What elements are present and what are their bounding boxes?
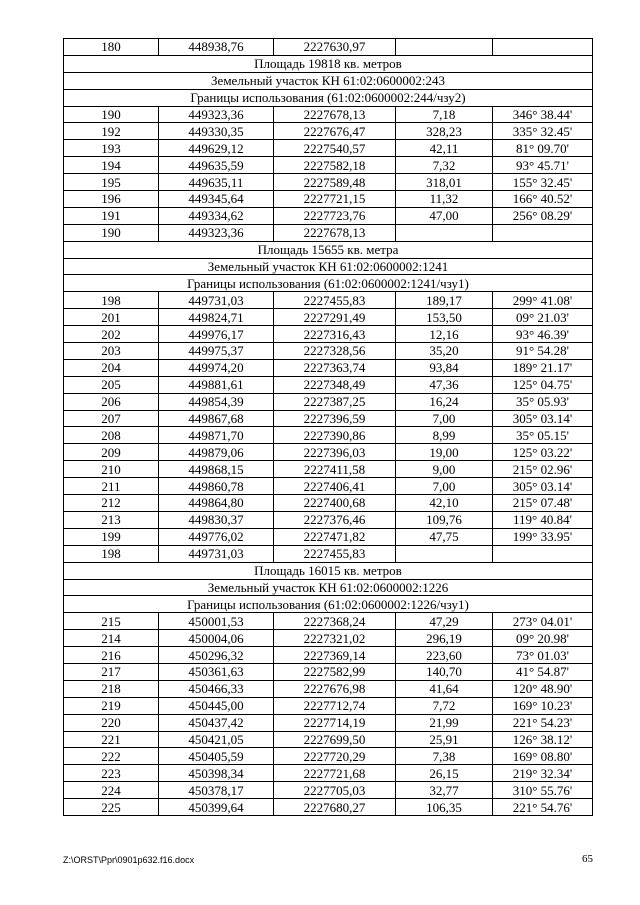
- distance-cell: 93,84: [396, 359, 493, 376]
- distance-cell: 153,50: [396, 309, 493, 326]
- point-number-cell: 205: [64, 376, 159, 393]
- section-row: [64, 596, 593, 613]
- point-number-cell: 195: [64, 174, 159, 191]
- table-row: [64, 224, 593, 241]
- y-coordinate-cell: 2227376,46: [274, 511, 396, 528]
- table-row: [64, 697, 593, 714]
- bearing-cell: 305° 03.14': [493, 478, 593, 495]
- x-coordinate-cell: 450398,34: [159, 765, 274, 782]
- x-coordinate-cell: 449830,37: [159, 511, 274, 528]
- distance-cell: 7,72: [396, 697, 493, 714]
- point-number-cell: 213: [64, 511, 159, 528]
- y-coordinate-cell: 2227676,98: [274, 680, 396, 697]
- table-row: [64, 157, 593, 174]
- distance-cell: 11,32: [396, 191, 493, 208]
- table-row: [64, 106, 593, 123]
- y-coordinate-cell: 2227316,43: [274, 326, 396, 343]
- x-coordinate-cell: 449731,03: [159, 292, 274, 309]
- x-coordinate-cell: 449635,59: [159, 157, 274, 174]
- bearing-cell: 41° 54.87': [493, 663, 593, 680]
- table-row: [64, 731, 593, 748]
- bearing-cell: 221° 54.23': [493, 714, 593, 731]
- x-coordinate-cell: 450378,17: [159, 782, 274, 799]
- y-coordinate-cell: 2227363,74: [274, 359, 396, 376]
- bearing-cell: [493, 545, 593, 562]
- x-coordinate-cell: 449345,64: [159, 191, 274, 208]
- table-row: [64, 359, 593, 376]
- distance-cell: 42,11: [396, 140, 493, 157]
- distance-cell: 7,32: [396, 157, 493, 174]
- y-coordinate-cell: 2227582,18: [274, 157, 396, 174]
- x-coordinate-cell: 449868,15: [159, 461, 274, 478]
- distance-cell: 25,91: [396, 731, 493, 748]
- bearing-cell: 119° 40.84': [493, 511, 593, 528]
- table-row: [64, 309, 593, 326]
- point-number-cell: 196: [64, 191, 159, 208]
- distance-cell: 7,38: [396, 748, 493, 765]
- bearing-cell: 219° 32.34': [493, 765, 593, 782]
- distance-cell: 47,36: [396, 376, 493, 393]
- y-coordinate-cell: 2227678,13: [274, 106, 396, 123]
- point-number-cell: 217: [64, 663, 159, 680]
- x-coordinate-cell: 449864,80: [159, 495, 274, 512]
- y-coordinate-cell: 2227723,76: [274, 207, 396, 224]
- distance-cell: 47,00: [396, 207, 493, 224]
- table-row: [64, 444, 593, 461]
- table-row: [64, 511, 593, 528]
- y-coordinate-cell: 2227678,13: [274, 224, 396, 241]
- x-coordinate-cell: 450421,05: [159, 731, 274, 748]
- table-row: [64, 393, 593, 410]
- y-coordinate-cell: 2227680,27: [274, 799, 396, 816]
- x-coordinate-cell: 449635,11: [159, 174, 274, 191]
- distance-cell: [396, 224, 493, 241]
- file-path: Z:\ORST\Ppr\0901p632.f16.docx: [63, 855, 195, 865]
- y-coordinate-cell: 2227676,47: [274, 123, 396, 140]
- section-row: [64, 55, 593, 72]
- point-number-cell: 225: [64, 799, 159, 816]
- y-coordinate-cell: 2227705,03: [274, 782, 396, 799]
- x-coordinate-cell: 450361,63: [159, 663, 274, 680]
- section-heading: Границы использования (61:02:0600002:1241/чзу1): [64, 275, 593, 292]
- table-row: [64, 174, 593, 191]
- point-number-cell: 211: [64, 478, 159, 495]
- table-row: [64, 663, 593, 680]
- bearing-cell: 273° 04.01': [493, 613, 593, 630]
- bearing-cell: 35° 05.93': [493, 393, 593, 410]
- section-heading: Площадь 15655 кв. метра: [64, 241, 593, 258]
- coordinates-table: [63, 38, 593, 816]
- bearing-cell: 81° 09.70': [493, 140, 593, 157]
- bearing-cell: 125° 03.22': [493, 444, 593, 461]
- bearing-cell: [493, 39, 593, 56]
- distance-cell: 16,24: [396, 393, 493, 410]
- x-coordinate-cell: 449824,71: [159, 309, 274, 326]
- point-number-cell: 180: [64, 39, 159, 56]
- point-number-cell: 191: [64, 207, 159, 224]
- distance-cell: 109,76: [396, 511, 493, 528]
- distance-cell: 26,15: [396, 765, 493, 782]
- point-number-cell: 190: [64, 224, 159, 241]
- x-coordinate-cell: 449323,36: [159, 224, 274, 241]
- y-coordinate-cell: 2227396,59: [274, 410, 396, 427]
- x-coordinate-cell: 450296,32: [159, 647, 274, 664]
- bearing-cell: 93° 45.71': [493, 157, 593, 174]
- distance-cell: 32,77: [396, 782, 493, 799]
- y-coordinate-cell: 2227328,56: [274, 343, 396, 360]
- point-number-cell: 216: [64, 647, 159, 664]
- bearing-cell: 166° 40.52': [493, 191, 593, 208]
- x-coordinate-cell: 449334,62: [159, 207, 274, 224]
- table-row: [64, 376, 593, 393]
- distance-cell: 296,19: [396, 630, 493, 647]
- bearing-cell: 256° 08.29': [493, 207, 593, 224]
- y-coordinate-cell: 2227348,49: [274, 376, 396, 393]
- x-coordinate-cell: 450466,33: [159, 680, 274, 697]
- bearing-cell: 125° 04.75': [493, 376, 593, 393]
- x-coordinate-cell: 449323,36: [159, 106, 274, 123]
- point-number-cell: 199: [64, 528, 159, 545]
- point-number-cell: 220: [64, 714, 159, 731]
- x-coordinate-cell: 449330,35: [159, 123, 274, 140]
- bearing-cell: 126° 38.12': [493, 731, 593, 748]
- table-row: [64, 123, 593, 140]
- y-coordinate-cell: 2227720,29: [274, 748, 396, 765]
- bearing-cell: [493, 224, 593, 241]
- distance-cell: 223,60: [396, 647, 493, 664]
- bearing-cell: 35° 05.15': [493, 427, 593, 444]
- bearing-cell: 199° 33.95': [493, 528, 593, 545]
- table-row: [64, 765, 593, 782]
- point-number-cell: 206: [64, 393, 159, 410]
- section-row: [64, 579, 593, 596]
- x-coordinate-cell: 450405,59: [159, 748, 274, 765]
- x-coordinate-cell: 449974,20: [159, 359, 274, 376]
- table-row: [64, 343, 593, 360]
- y-coordinate-cell: 2227321,02: [274, 630, 396, 647]
- section-row: [64, 89, 593, 106]
- y-coordinate-cell: 2227455,83: [274, 292, 396, 309]
- section-heading: Земельный участок КН 61:02:0600002:1226: [64, 579, 593, 596]
- x-coordinate-cell: 449871,70: [159, 427, 274, 444]
- table-row: [64, 292, 593, 309]
- point-number-cell: 201: [64, 309, 159, 326]
- table-row: [64, 478, 593, 495]
- bearing-cell: 215° 02.96': [493, 461, 593, 478]
- y-coordinate-cell: 2227369,14: [274, 647, 396, 664]
- bearing-cell: 215° 07.48': [493, 495, 593, 512]
- table-row: [64, 427, 593, 444]
- distance-cell: 8,99: [396, 427, 493, 444]
- table-row: [64, 613, 593, 630]
- distance-cell: 106,35: [396, 799, 493, 816]
- y-coordinate-cell: 2227411,58: [274, 461, 396, 478]
- section-heading: Площадь 16015 кв. метров: [64, 562, 593, 579]
- y-coordinate-cell: 2227582,99: [274, 663, 396, 680]
- table-row: [64, 140, 593, 157]
- bearing-cell: 120° 48.90': [493, 680, 593, 697]
- table-row: [64, 782, 593, 799]
- page-number: 65: [582, 853, 593, 865]
- x-coordinate-cell: 449881,61: [159, 376, 274, 393]
- x-coordinate-cell: 450445,00: [159, 697, 274, 714]
- section-heading: Границы использования (61:02:0600002:1226/чзу1): [64, 596, 593, 613]
- distance-cell: 42,10: [396, 495, 493, 512]
- section-row: [64, 562, 593, 579]
- bearing-cell: 93° 46.39': [493, 326, 593, 343]
- y-coordinate-cell: 2227387,25: [274, 393, 396, 410]
- distance-cell: 7,00: [396, 410, 493, 427]
- distance-cell: 35,20: [396, 343, 493, 360]
- point-number-cell: 203: [64, 343, 159, 360]
- bearing-cell: 155° 32.45': [493, 174, 593, 191]
- coordinates-table-body: [64, 39, 593, 816]
- x-coordinate-cell: 449867,68: [159, 410, 274, 427]
- bearing-cell: 310° 55.76': [493, 782, 593, 799]
- point-number-cell: 215: [64, 613, 159, 630]
- table-row: [64, 528, 593, 545]
- y-coordinate-cell: 2227721,15: [274, 191, 396, 208]
- y-coordinate-cell: 2227540,57: [274, 140, 396, 157]
- distance-cell: 19,00: [396, 444, 493, 461]
- bearing-cell: 91° 54.28': [493, 343, 593, 360]
- point-number-cell: 209: [64, 444, 159, 461]
- section-heading: Земельный участок КН 61:02:0600002:1241: [64, 258, 593, 275]
- table-row: [64, 39, 593, 56]
- distance-cell: [396, 545, 493, 562]
- distance-cell: 21,99: [396, 714, 493, 731]
- distance-cell: 7,18: [396, 106, 493, 123]
- point-number-cell: 222: [64, 748, 159, 765]
- y-coordinate-cell: 2227368,24: [274, 613, 396, 630]
- y-coordinate-cell: 2227455,83: [274, 545, 396, 562]
- distance-cell: 318,01: [396, 174, 493, 191]
- point-number-cell: 223: [64, 765, 159, 782]
- y-coordinate-cell: 2227699,50: [274, 731, 396, 748]
- x-coordinate-cell: 450001,53: [159, 613, 274, 630]
- table-row: [64, 714, 593, 731]
- table-row: [64, 630, 593, 647]
- distance-cell: 7,00: [396, 478, 493, 495]
- y-coordinate-cell: 2227390,86: [274, 427, 396, 444]
- point-number-cell: 207: [64, 410, 159, 427]
- point-number-cell: 198: [64, 545, 159, 562]
- point-number-cell: 208: [64, 427, 159, 444]
- x-coordinate-cell: 449975,37: [159, 343, 274, 360]
- x-coordinate-cell: 450399,64: [159, 799, 274, 816]
- x-coordinate-cell: 449776,02: [159, 528, 274, 545]
- point-number-cell: 202: [64, 326, 159, 343]
- point-number-cell: 212: [64, 495, 159, 512]
- distance-cell: 328,23: [396, 123, 493, 140]
- y-coordinate-cell: 2227400,68: [274, 495, 396, 512]
- bearing-cell: 169° 08.80': [493, 748, 593, 765]
- y-coordinate-cell: 2227721,68: [274, 765, 396, 782]
- table-row: [64, 326, 593, 343]
- y-coordinate-cell: 2227630,97: [274, 39, 396, 56]
- bearing-cell: 169° 10.23': [493, 697, 593, 714]
- y-coordinate-cell: 2227291,49: [274, 309, 396, 326]
- point-number-cell: 221: [64, 731, 159, 748]
- point-number-cell: 214: [64, 630, 159, 647]
- point-number-cell: 204: [64, 359, 159, 376]
- bearing-cell: 221° 54.76': [493, 799, 593, 816]
- bearing-cell: 73° 01.03': [493, 647, 593, 664]
- point-number-cell: 192: [64, 123, 159, 140]
- x-coordinate-cell: 449879,06: [159, 444, 274, 461]
- distance-cell: 9,00: [396, 461, 493, 478]
- point-number-cell: 210: [64, 461, 159, 478]
- table-row: [64, 680, 593, 697]
- table-row: [64, 647, 593, 664]
- bearing-cell: 346° 38.44': [493, 106, 593, 123]
- section-row: [64, 275, 593, 292]
- section-row: [64, 72, 593, 89]
- distance-cell: [396, 39, 493, 56]
- bearing-cell: 305° 03.14': [493, 410, 593, 427]
- section-row: [64, 258, 593, 275]
- table-row: [64, 799, 593, 816]
- section-row: [64, 241, 593, 258]
- y-coordinate-cell: 2227396,03: [274, 444, 396, 461]
- x-coordinate-cell: 449629,12: [159, 140, 274, 157]
- distance-cell: 140,70: [396, 663, 493, 680]
- y-coordinate-cell: 2227471,82: [274, 528, 396, 545]
- point-number-cell: 224: [64, 782, 159, 799]
- table-row: [64, 748, 593, 765]
- x-coordinate-cell: 450004,06: [159, 630, 274, 647]
- y-coordinate-cell: 2227406,41: [274, 478, 396, 495]
- point-number-cell: 194: [64, 157, 159, 174]
- y-coordinate-cell: 2227589,48: [274, 174, 396, 191]
- table-row: [64, 495, 593, 512]
- point-number-cell: 219: [64, 697, 159, 714]
- x-coordinate-cell: 448938,76: [159, 39, 274, 56]
- distance-cell: 47,75: [396, 528, 493, 545]
- distance-cell: 47,29: [396, 613, 493, 630]
- section-heading: Границы использования (61:02:0600002:244/чзу2): [64, 89, 593, 106]
- bearing-cell: 09° 21.03': [493, 309, 593, 326]
- section-heading: Площадь 19818 кв. метров: [64, 55, 593, 72]
- bearing-cell: 189° 21.17': [493, 359, 593, 376]
- distance-cell: 12,16: [396, 326, 493, 343]
- section-heading: Земельный участок КН 61:02:0600002:243: [64, 72, 593, 89]
- point-number-cell: 190: [64, 106, 159, 123]
- point-number-cell: 198: [64, 292, 159, 309]
- point-number-cell: 193: [64, 140, 159, 157]
- x-coordinate-cell: 449860,78: [159, 478, 274, 495]
- point-number-cell: 218: [64, 680, 159, 697]
- x-coordinate-cell: 449854,39: [159, 393, 274, 410]
- x-coordinate-cell: 449731,03: [159, 545, 274, 562]
- distance-cell: 189,17: [396, 292, 493, 309]
- bearing-cell: 299° 41.08': [493, 292, 593, 309]
- table-row: [64, 545, 593, 562]
- x-coordinate-cell: 450437,42: [159, 714, 274, 731]
- table-row: [64, 207, 593, 224]
- y-coordinate-cell: 2227712,74: [274, 697, 396, 714]
- y-coordinate-cell: 2227714,19: [274, 714, 396, 731]
- x-coordinate-cell: 449976,17: [159, 326, 274, 343]
- distance-cell: 41,64: [396, 680, 493, 697]
- bearing-cell: 09° 20.98': [493, 630, 593, 647]
- table-row: [64, 191, 593, 208]
- table-row: [64, 410, 593, 427]
- bearing-cell: 335° 32.45': [493, 123, 593, 140]
- table-row: [64, 461, 593, 478]
